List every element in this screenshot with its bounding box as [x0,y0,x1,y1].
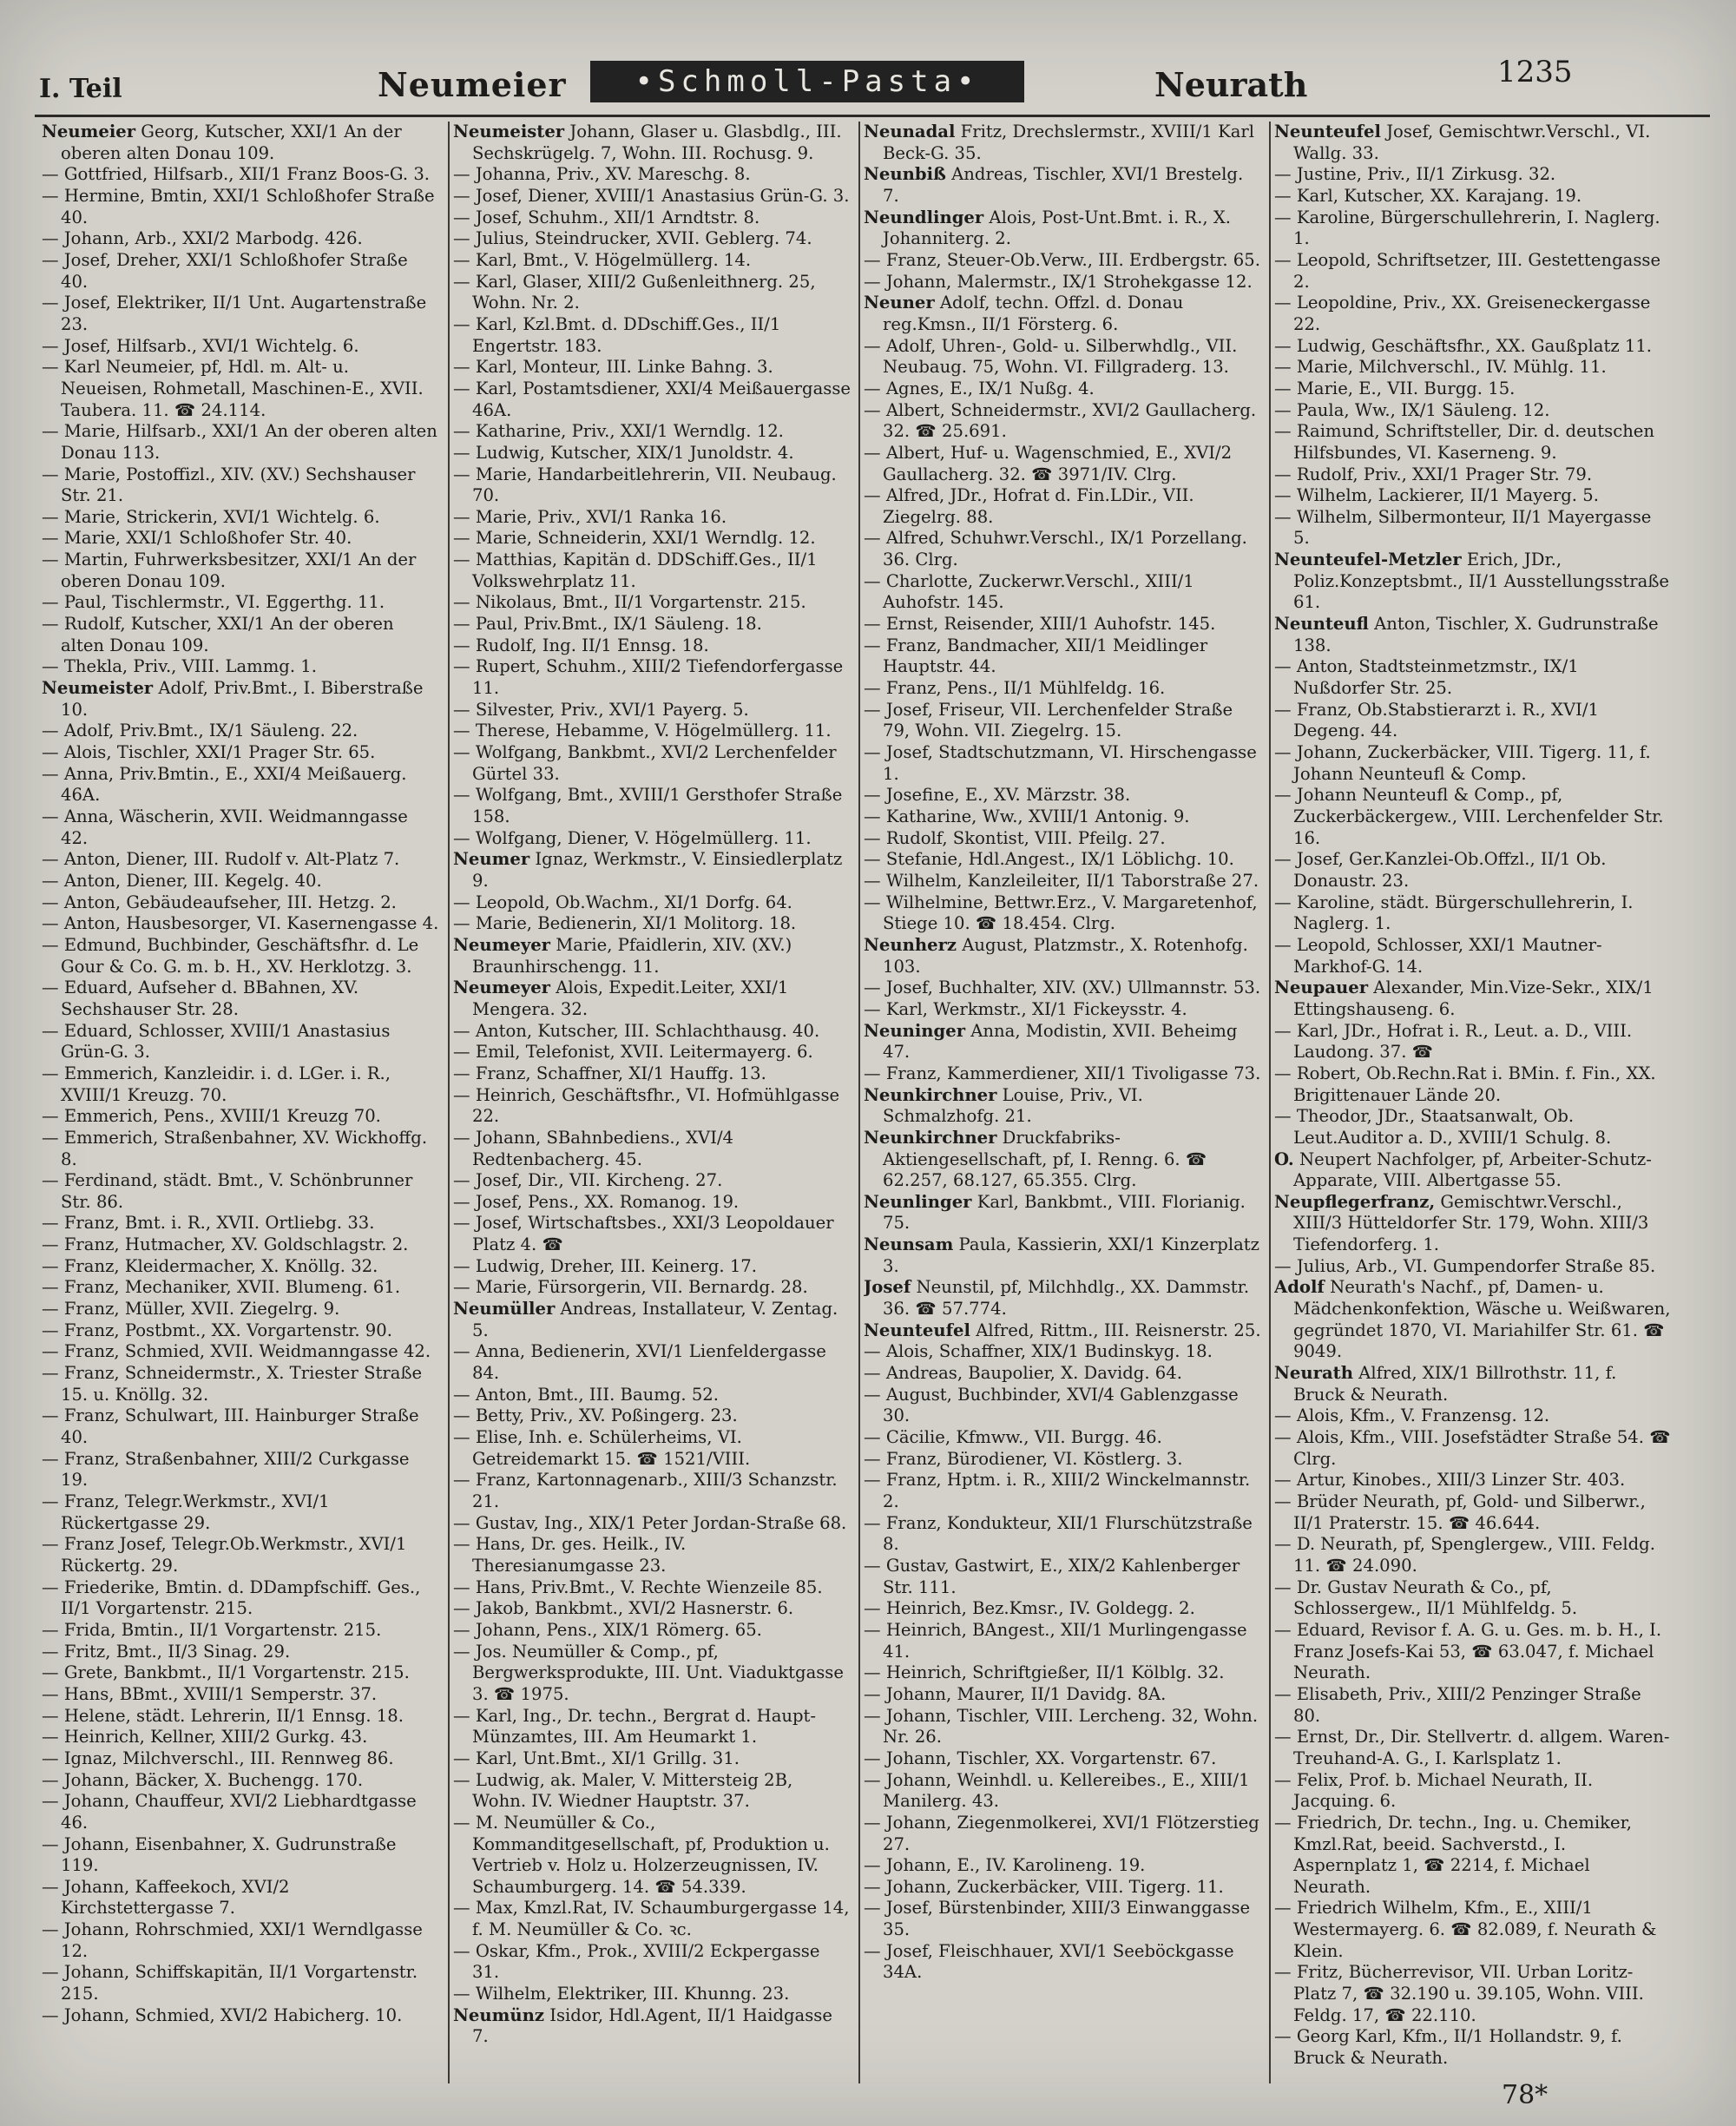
directory-entry: — Rudolf, Priv., XXI/1 Prager Str. 79. [1274,464,1593,484]
directory-entry: — Franz, Kondukteur, XII/1 Flurschützstraße 8. [864,1512,1253,1555]
directory-entry: — Johann, Ziegenmolkerei, XVI/1 Flötzerstieg 27. [864,1812,1259,1854]
header-right-catchword: Neurath [1154,65,1308,104]
directory-entry: — Alois, Kfm., VIII. Josefstädter Straße 54. ☎ Clrg. [1274,1427,1671,1469]
directory-entry: — Charlotte, Zuckerwr.Verschl., XIII/1 Auhofstr. 145. [864,570,1194,613]
directory-entry: — Therese, Hebamme, V. Högelmüllerg. 11. [453,721,832,741]
directory-entry: — Karl, Kutscher, XX. Karajang. 19. [1274,185,1582,206]
directory-entry: — Josef, Stadtschutzmann, VI. Hirschengasse 1. [864,742,1257,784]
directory-entry: — Karoline, Bürgerschullehrerin, I. Naglerg. 1. [1274,207,1660,249]
directory-entry: — Franz, Schmied, XVII. Weidmanngasse 42. [42,1341,431,1362]
directory-entry: Josef Neunstil, pf, Milchhdlg., XX. Dammstr. 36. ☎ 57.774. [864,1277,1250,1320]
directory-entry: — Hermine, Bmtin, XXI/1 Schloßhofer Straße 40. [42,185,435,227]
directory-entry: — Karl, Kzl.Bmt. d. DDschiff.Ges., II/1 Engertstr. 183. [453,313,781,356]
directory-entry: — Marie, XXI/1 Schloßhofer Str. 40. [42,528,352,549]
directory-entry: — Franz, Straßenbahner, XIII/2 Curkgasse 19. [42,1448,410,1491]
directory-entry: Neunlinger Karl, Bankbmt., VIII. Florianig. 75. [864,1191,1246,1234]
directory-entry: — Josef, Bürstenbinder, XIII/3 Einwanggasse 35. [864,1898,1251,1940]
directory-entry: — Justine, Priv., II/1 Zirkusg. 32. [1274,164,1556,185]
directory-entry: — Franz, Schaffner, XI/1 Hauffg. 13. [453,1063,766,1083]
directory-entry: — Andreas, Baupolier, X. Davidg. 64. [864,1363,1182,1384]
directory-entry: — Emmerich, Kanzleidir. i. d. LGer. i. R., XVIII/1 Kreuzg. 70. [42,1063,391,1105]
directory-entry: — Adolf, Priv.Bmt., IX/1 Säuleng. 22. [42,721,358,741]
directory-entry: — Raimund, Schriftsteller, Dir. d. deutschen Hilfsbundes, VI. Kaserneng. 9. [1274,421,1655,463]
header-rule [35,115,1710,117]
directory-entry: — Eduard, Schlosser, XVIII/1 Anastasius Grün-G. 3. [42,1020,391,1063]
directory-entry: Neumüller Andreas, Installateur, V. Zentag. 5. [453,1299,838,1340]
directory-entry: — Josef, Pens., XX. Romanog. 19. [453,1191,740,1212]
directory-entry: — Johann, Tischler, VIII. Lercheng. 32, Wohn. Nr. 26. [864,1705,1259,1748]
directory-entry: — Anton, Gebäudeaufseher, III. Hetzg. 2. [42,892,397,912]
column-2 [453,122,851,2088]
directory-entry: — Matthias, Kapitän d. DDSchiff.Ges., II/1 Volkswehrplatz 11. [453,550,818,591]
directory-entry: — Robert, Ob.Rechn.Rat i. BMin. f. Fin., XX. Brigittenauer Lände 20. [1274,1063,1656,1105]
directory-entry: — Anna, Priv.Bmtin., E., XXI/4 Meißauerg. 46A. [42,763,407,806]
directory-entry: — Franz, Hptm. i. R., XIII/2 Winckelmannstr. 2. [864,1470,1251,1511]
directory-entry: — Marie, Priv., XVI/1 Ranka 16. [453,506,727,527]
directory-entry: — Cäcilie, Kfmww., VII. Burgg. 46. [864,1427,1162,1448]
directory-entry: — Grete, Bankbmt., II/1 Vorgartenstr. 215. [42,1662,410,1683]
directory-entry: — Artur, Kinobes., XIII/3 Linzer Str. 403. [1274,1470,1626,1491]
directory-entry: — Wolfgang, Diener, V. Högelmüllerg. 11. [453,827,812,848]
directory-entry: — Josefine, E., XV. Märzstr. 38. [864,785,1131,806]
signature-mark: 78* [1502,2080,1549,2110]
directory-entry: — Martin, Fuhrwerksbesitzer, XXI/1 An der oberen Donau 109. [42,550,417,591]
column-3 [864,122,1261,2088]
directory-entry: — Wilhelm, Kanzleileiter, II/1 Taborstraße 27. [864,870,1259,891]
directory-entry: — Josef, Schuhm., XII/1 Arndtstr. 8. [453,207,760,227]
directory-entry: — Alfred, JDr., Hofrat d. Fin.LDir., VII. Ziegelrg. 88. [864,485,1194,527]
directory-entry: — Franz, Hutmacher, XV. Goldschlagstr. 2. [42,1234,409,1255]
directory-entry: — Eduard, Aufseher d. BBahnen, XV. Sechshauser Str. 28. [42,977,359,1019]
directory-entry: — Franz, Steuer-Ob.Verw., III. Erdbergstr. 65. [864,249,1260,270]
directory-entry: — Julius, Steindrucker, XVII. Geblerg. 74. [453,228,812,249]
directory-entry: — Stefanie, Hdl.Angest., IX/1 Löblichg. 10. [864,849,1234,870]
directory-entry: Neupauer Alexander, Min.Vize-Sekr., XIX/1 Ettingshauseng. 6. [1274,977,1654,1019]
listing-columns [35,122,1714,2088]
directory-entry: — Katharine, Priv., XXI/1 Werndlg. 12. [453,421,784,442]
directory-entry: — Theodor, JDr., Staatsanwalt, Ob. Leut.Auditor a. D., XVIII/1 Schulg. 8. [1274,1106,1612,1148]
directory-entry: — Anton, Diener, III. Kegelg. 40. [42,870,322,891]
directory-entry: — Ernst, Reisender, XIII/1 Auhofstr. 145. [864,614,1216,635]
directory-entry: — M. Neumüller & Co., Kommanditgesellschaft, pf, Produktion u. Vertrieb v. Holz u. Holzerzeugnissen, IV. Schaumburgerg. 14. ☎ 54.339. [453,1812,830,1897]
directory-entry: — Leopold, Ob.Wachm., XI/1 Dorfg. 64. [453,892,792,912]
directory-entry: — Karl, Werkmstr., XI/1 Fickeysstr. 4. [864,998,1187,1019]
directory-entry: Neumeister Adolf, Priv.Bmt., I. Biberstraße 10. [42,678,424,720]
directory-entry: — Thekla, Priv., VIII. Lammg. 1. [42,656,318,677]
directory-entry: — Emil, Telefonist, XVII. Leitermayerg. 6. [453,1042,813,1063]
directory-entry: — Wilhelmine, Bettwr.Erz., V. Margaretenhof, Stiege 10. ☎ 18.454. Clrg. [864,892,1258,934]
directory-entry: — Marie, Bedienerin, XI/1 Molitorg. 18. [453,913,797,934]
directory-entry: — Johann, Zuckerbäcker, VIII. Tigerg. 11, f. Johann Neunteufl & Comp. [1274,742,1651,784]
directory-entry: — Marie, Milchverschl., IV. Mühlg. 11. [1274,357,1607,378]
directory-entry: — Franz, Telegr.Werkmstr., XVI/1 Rückertgasse 29. [42,1491,330,1533]
directory-entry: — Helene, städt. Lehrerin, II/1 Ennsg. 18. [42,1705,404,1726]
directory-entry: — Katharine, Ww., XVIII/1 Antonig. 9. [864,806,1190,826]
directory-entry: — Brüder Neurath, pf, Gold- und Silberwr., II/1 Praterstr. 15. ☎ 46.644. [1274,1491,1646,1533]
directory-entry: — Leopold, Schriftsetzer, III. Gestettengasse 2. [1274,249,1661,292]
directory-entry: — Friederike, Bmtin. d. DDampfschiff. Ges., II/1 Vorgartenstr. 215. [42,1576,421,1619]
directory-entry: — Karl, Postamtsdiener, XXI/4 Meißauergasse 46A. [453,378,851,420]
directory-entry: — Anton, Diener, III. Rudolf v. Alt-Platz 7. [42,849,400,870]
directory-entry: — Ignaz, Milchverschl., III. Rennweg 86. [42,1748,394,1768]
directory-entry: — Franz, Ob.Stabstierarzt i. R., XVI/1 Degeng. 44. [1274,699,1599,741]
column-4 [1274,122,1672,2088]
directory-entry: Adolf Neurath's Nachf., pf, Damen- u. Mädchenkonfektion, Wäsche u. Weißwaren, gegründet 1870, VI. Mariahilfer Str. 61. ☎ 9049. [1274,1277,1671,1362]
directory-entry: — Franz Josef, Telegr.Ob.Werkmstr., XVI/1 Rückertg. 29. [42,1534,407,1576]
directory-entry: — Elise, Inh. e. Schülerheims, VI. Getreidemarkt 15. ☎ 1521/VIII. [453,1427,751,1469]
directory-entry: Neunsam Paula, Kassierin, XXI/1 Kinzerplatz 3. [864,1234,1259,1276]
directory-entry: — Georg Karl, Kfm., II/1 Hollandstr. 9, f. Bruck & Neurath. [1274,2026,1622,2069]
directory-entry: — Johann, Weinhdl. u. Kellereibes., E., XIII/1 Manilerg. 43. [864,1769,1250,1812]
directory-entry: Neunbiß Andreas, Tischler, XVI/1 Brestelg. 7. [864,164,1244,206]
directory-entry: — Wolfgang, Bmt., XVIII/1 Gersthofer Straße 158. [453,785,843,826]
directory-entry: — Josef, Buchhalter, XIV. (XV.) Ullmannstr. 53. [864,977,1261,998]
directory-entry: Neumünz Isidor, Hdl.Agent, II/1 Haidgasse 7. [453,2004,832,2047]
directory-entry: — Friedrich Wilhelm, Kfm., E., XIII/1 Westermayerg. 6. ☎ 82.089, f. Neurath & Klein. [1274,1898,1657,1961]
directory-entry: — Hans, Priv.Bmt., V. Rechte Wienzeile 85. [453,1576,823,1597]
part-label: I. Teil [39,74,122,104]
directory-entry: — Hans, Dr. ges. Heilk., IV. Theresianumgasse 23. [453,1534,687,1576]
directory-entry: — Heinrich, BAngest., XII/1 Murlingengasse 41. [864,1619,1247,1662]
directory-entry: — Marie, Hilfsarb., XXI/1 An der oberen alten Donau 113. [42,421,437,463]
directory-entry: — Franz, Kartonnagenarb., XIII/3 Schanzstr. 21. [453,1470,838,1511]
directory-entry: — Alois, Tischler, XXI/1 Prager Str. 65. [42,742,376,763]
directory-entry: — Franz, Pens., II/1 Mühlfeldg. 16. [864,678,1166,699]
directory-entry: Neuner Adolf, techn. Offzl. d. Donau reg.Kmsn., II/1 Försterg. 6. [864,293,1184,334]
directory-entry: — Rudolf, Kutscher, XXI/1 An der oberen alten Donau 109. [42,614,394,655]
directory-entry: — Anton, Bmt., III. Baumg. 52. [453,1384,719,1405]
directory-entry: Neurath Alfred, XIX/1 Billrothstr. 11, f. Bruck & Neurath. [1274,1363,1617,1405]
directory-entry: — Oskar, Kfm., Prok., XVIII/2 Eckpergasse 31. [453,1940,820,1983]
directory-entry: — Johann, Maurer, II/1 Davidg. 8A. [864,1683,1167,1704]
directory-entry: — Johanna, Priv., XV. Mareschg. 8. [453,164,751,185]
directory-entry: — Johann, Eisenbahner, X. Gudrunstraße 119. [42,1833,397,1876]
directory-entry: Neunkirchner Druckfabriks-Aktiengesellschaft, pf, I. Renng. 6. ☎ 62.257, 68.127, 65.355. Clrg. [864,1127,1207,1191]
directory-entry: — Anton, Stadtsteinmetzmstr., IX/1 Nußdorfer Str. 25. [1274,656,1579,699]
directory-entry: — Franz, Müller, XVII. Ziegelrg. 9. [42,1299,340,1320]
directory-entry: — Johann, Kaffeekoch, XVI/2 Kirchstettergasse 7. [42,1876,290,1919]
directory-entry: — Anna, Wäscherin, XVII. Weidmanngasse 42. [42,806,408,848]
directory-entry: — Josef, Ger.Kanzlei-Ob.Offzl., II/1 Ob. Donaustr. 23. [1274,849,1607,891]
directory-entry: — Ludwig, ak. Maler, V. Mittersteig 2B, Wohn. IV. Wiedner Hauptstr. 37. [453,1769,793,1812]
directory-entry: — Ludwig, Geschäftsfhr., XX. Gaußplatz 11. [1274,335,1653,356]
directory-entry: — Frida, Bmtin., II/1 Vorgartenstr. 215. [42,1619,382,1640]
directory-entry: — Felix, Prof. b. Michael Neurath, II. Jacquing. 6. [1274,1769,1594,1812]
directory-entry: Neumeyer Alois, Expedit.Leiter, XXI/1 Mengera. 32. [453,977,789,1019]
directory-entry: — Heinrich, Geschäftsfhr., VI. Hofmühlgasse 22. [453,1084,840,1127]
directory-entry: — Leopold, Schlosser, XXI/1 Mautner-Markhof-G. 14. [1274,934,1602,977]
directory-entry: — Gustav, Gastwirt, E., XIX/2 Kahlenberger Str. 111. [864,1555,1240,1597]
directory-entry: Neunteufel-Metzler Erich, JDr., Poliz.Konzeptsbmt., II/1 Ausstellungsstraße 61. [1274,550,1670,613]
directory-entry: — Ferdinand, städt. Bmt., V. Schönbrunner Str. 86. [42,1170,413,1212]
directory-entry: — Wilhelm, Elektriker, III. Khunng. 23. [453,1984,790,2004]
directory-entry: — August, Buchbinder, XVI/4 Gablenzgasse 30. [864,1384,1239,1426]
directory-entry: Neunadal Fritz, Drechslermstr., XVIII/1 Karl Beck-G. 35. [864,122,1255,163]
directory-entry: — Rudolf, Skontist, VIII. Pfeilg. 27. [864,827,1166,848]
directory-entry: — Dr. Gustav Neurath & Co., pf, Schlossergew., II/1 Mühlfeldg. 5. [1274,1576,1578,1619]
header-left-catchword: Neumeier [378,65,567,104]
directory-entry: — Johann, Bäcker, X. Buchengg. 170. [42,1769,364,1790]
directory-entry: — Josef, Diener, XVIII/1 Anastasius Grün-G. 3. [453,185,850,206]
directory-entry: — Karoline, städt. Bürgerschullehrerin, I. Naglerg. 1. [1274,892,1634,934]
directory-entry: — Paul, Priv.Bmt., IX/1 Säuleng. 18. [453,614,762,635]
page-number: 1235 [1497,55,1573,89]
directory-entry: — Jakob, Bankbmt., XVI/2 Hasnerstr. 6. [453,1598,794,1619]
directory-entry: — Hans, BBmt., XVIII/1 Semperstr. 37. [42,1683,378,1704]
directory-entry: — Franz, Mechaniker, XVII. Blumeng. 61. [42,1277,401,1298]
directory-entry: — Johann, SBahnbediens., XVI/4 Redtenbacherg. 45. [453,1127,734,1169]
directory-entry: — Anna, Bedienerin, XVI/1 Lienfeldergasse 84. [453,1341,826,1384]
directory-entry: — Josef, Wirtschaftsbes., XXI/3 Leopoldauer Platz 4. ☎ [453,1213,834,1255]
advertisement-banner: •Schmoll-Pasta• [590,61,1024,102]
directory-entry: — Karl, JDr., Hofrat i. R., Leut. a. D., VIII. Laudong. 37. ☎ [1274,1020,1633,1063]
directory-entry: — Emmerich, Pens., XVIII/1 Kreuzg 70. [42,1106,381,1127]
directory-entry: — Johann, Malermstr., IX/1 Strohekgasse 12. [864,271,1253,292]
directory-entry: — Ludwig, Dreher, III. Keinerg. 17. [453,1255,757,1276]
directory-entry: — Paula, Ww., IX/1 Säuleng. 12. [1274,399,1550,420]
directory-entry: — Heinrich, Bez.Kmsr., IV. Goldegg. 2. [864,1598,1195,1619]
directory-entry: — Josef, Dreher, XXI/1 Schloßhofer Straße 40. [42,249,408,292]
directory-entry: — Franz, Bmt. i. R., XVII. Ortliebg. 33. [42,1213,375,1234]
directory-entry: — Karl, Monteur, III. Linke Bahng. 3. [453,357,773,378]
directory-entry: — Josef, Dir., VII. Kircheng. 27. [453,1170,723,1191]
directory-entry: — Emmerich, Straßenbahner, XV. Wickhoffg. 8. [42,1127,428,1169]
directory-entry: — Johann, Chauffeur, XVI/2 Liebhardtgasse 46. [42,1791,417,1833]
directory-entry: — Marie, E., VII. Burgg. 15. [1274,378,1516,398]
directory-entry: Neunteufel Alfred, Rittm., III. Reisnerstr. 25. [864,1320,1261,1340]
directory-entry: — Anton, Kutscher, III. Schlachthausg. 40. [453,1020,820,1041]
directory-entry: — D. Neurath, pf, Spenglergew., VIII. Feldg. 11. ☎ 24.090. [1274,1534,1655,1576]
directory-entry: Neumeister Johann, Glaser u. Glasbdlg., III. Sechskrügelg. 7, Wohn. III. Rochusg. 9. [453,122,842,163]
directory-entry: — Albert, Schneidermstr., XVI/2 Gaullacherg. 32. ☎ 25.691. [864,399,1257,442]
directory-entry: — Leopoldine, Priv., XX. Greiseneckergasse 22. [1274,293,1651,334]
directory-entry: Neunteufl Anton, Tischler, X. Gudrunstraße 138. [1274,614,1659,655]
directory-entry: Neumer Ignaz, Werkmstr., V. Einsiedlerplatz 9. [453,849,843,891]
directory-entry: — Alois, Schaffner, XIX/1 Budinskyg. 18. [864,1341,1213,1362]
directory-entry: — Jos. Neumüller & Comp., pf, Bergwerksprodukte, III. Unt. Viaduktgasse 3. ☎ 1975. [453,1641,844,1704]
directory-entry: — Karl, Bmt., V. Högelmüllerg. 14. [453,249,752,270]
directory-entry: — Max, Kmzl.Rat, IV. Schaumburgergasse 14, f. M. Neumüller & Co. ꝛc. [453,1898,850,1940]
directory-entry: — Paul, Tischlermstr., VI. Eggerthg. 11. [42,592,385,613]
directory-entry: — Wilhelm, Lackierer, II/1 Mayerg. 5. [1274,485,1599,506]
directory-entry: — Marie, Schneiderin, XXI/1 Werndlg. 12. [453,528,816,549]
directory-entry: — Heinrich, Kellner, XIII/2 Gurkg. 43. [42,1727,368,1748]
directory-entry: — Johann, Rohrschmied, XXI/1 Werndlgasse 12. [42,1919,423,1961]
page-header [35,48,1710,109]
directory-entry: — Franz, Bürodiener, VI. Köstlerg. 3. [864,1448,1183,1469]
directory-entry: — Johann, Schiffskapitän, II/1 Vorgartenstr. 215. [42,1962,418,2004]
directory-entry: — Heinrich, Schriftgießer, II/1 Kölblg. 32. [864,1662,1225,1683]
directory-entry: — Karl, Ing., Dr. techn., Bergrat d. Haupt-Münzamtes, III. Am Heumarkt 1. [453,1705,817,1748]
directory-entry: — Ludwig, Kutscher, XIX/1 Junoldstr. 4. [453,442,794,463]
directory-entry: — Agnes, E., IX/1 Nußg. 4. [864,378,1095,398]
directory-entry: — Eduard, Revisor f. A. G. u. Ges. m. b. H., I. Franz Josefs-Kai 53, ☎ 63.047, f. Michael Neurath. [1274,1619,1662,1683]
directory-entry: — Elisabeth, Priv., XIII/2 Penzinger Straße 80. [1274,1683,1641,1726]
directory-entry: Neuninger Anna, Modistin, XVII. Beheimg 47. [864,1020,1238,1063]
directory-entry: — Johann, Zuckerbäcker, VIII. Tigerg. 11. [864,1876,1224,1897]
directory-entry: — Marie, Handarbeitlehrerin, VII. Neubaug. 70. [453,464,837,506]
directory-entry: — Johann, Tischler, XX. Vorgartenstr. 67. [864,1748,1217,1768]
directory-entry: Neupflegerfranz, Gemischtwr.Verschl., XIII/3 Hütteldorfer Str. 179, Wohn. XIII/3 Tiefendorferg. 1. [1274,1191,1649,1255]
directory-entry: — Albert, Huf- u. Wagenschmied, E., XVI/2 Gaullacherg. 32. ☎ 3971/IV. Clrg. [864,442,1233,484]
directory-entry: — Johann, Schmied, XVI/2 Habicherg. 10. [42,2004,403,2025]
directory-entry: — Josef, Fleischhauer, XVI/1 Seeböckgasse 34A. [864,1940,1234,1983]
directory-entry: — Johann Neunteufl & Comp., pf, Zuckerbäckergew., VIII. Lerchenfelder Str. 16. [1274,785,1664,848]
directory-entry: — Julius, Arb., VI. Gumpendorfer Straße 85. [1274,1255,1656,1276]
directory-entry: — Johann, Pens., XIX/1 Römerg. 65. [453,1619,762,1640]
directory-entry: — Johann, E., IV. Karolineng. 19. [864,1855,1146,1876]
directory-entry: — Gustav, Ing., XIX/1 Peter Jordan-Straße 68. [453,1512,847,1533]
directory-entry: Neumeyer Marie, Pfaidlerin, XIV. (XV.) Braunhirschengg. 11. [453,934,792,977]
directory-entry: — Marie, Strickerin, XVI/1 Wichtelg. 6. [42,506,380,527]
directory-entry: — Rudolf, Ing. II/1 Ennsg. 18. [453,635,709,655]
directory-entry: Neumeier Georg, Kutscher, XXI/1 An der oberen alten Donau 109. [42,122,402,163]
directory-entry: O. Neupert Nachfolger, pf, Arbeiter-Schutz-Apparate, VIII. Albertgasse 55. [1274,1149,1652,1191]
directory-entry: — Karl, Unt.Bmt., XI/1 Grillg. 31. [453,1748,740,1768]
directory-entry: — Fritz, Bücherrevisor, VII. Urban Loritz-Platz 7, ☎ 32.190 u. 39.105, Wohn. VIII. Feldg. 17, ☎ 22.110. [1274,1962,1644,2025]
directory-entry: — Franz, Bandmacher, XII/1 Meidlinger Hauptstr. 44. [864,635,1208,677]
directory-entry: — Marie, Fürsorgerin, VII. Bernardg. 28. [453,1277,808,1298]
directory-entry: — Gottfried, Hilfsarb., XII/1 Franz Boos-G. 3. [42,164,431,185]
directory-entry: — Anton, Hausbesorger, VI. Kasernengasse 4. [42,913,439,934]
directory-entry: — Adolf, Uhren-, Gold- u. Silberwhdlg., VII. Neubaug. 75, Wohn. VI. Fillgraderg. 13. [864,335,1238,378]
directory-entry: — Fritz, Bmt., II/3 Sinag. 29. [42,1641,291,1662]
directory-entry: — Wilhelm, Silbermonteur, II/1 Mayergasse 5. [1274,506,1652,549]
directory-entry: — Ernst, Dr., Dir. Stellvertr. d. allgem. Waren-Treuhand-A. G., I. Karlsplatz 1. [1274,1727,1670,1768]
directory-entry: — Rupert, Schuhm., XIII/2 Tiefendorfergasse 11. [453,656,844,699]
directory-entry: — Karl Neumeier, pf, Hdl. m. Alt- u. Neueisen, Rohmetall, Maschinen-E., XVII. Taubera. 11. ☎ 24.114. [42,357,424,420]
directory-entry: — Franz, Kammerdiener, XII/1 Tivoligasse 73. [864,1063,1261,1083]
directory-entry: — Josef, Elektriker, II/1 Unt. Augartenstraße 23. [42,293,427,334]
directory-entry: — Marie, Postoffizl., XIV. (XV.) Sechshauser Str. 21. [42,464,416,506]
directory-entry: — Franz, Schulwart, III. Hainburger Straße 40. [42,1405,419,1448]
directory-entry: — Alois, Kfm., V. Franzensg. 12. [1274,1405,1550,1426]
directory-entry: — Josef, Friseur, VII. Lerchenfelder Straße 79, Wohn. VII. Ziegelrg. 15. [864,699,1233,741]
directory-entry: — Betty, Priv., XV. Poßingerg. 23. [453,1405,738,1426]
directory-entry: — Friedrich, Dr. techn., Ing. u. Chemiker, Kmzl.Rat, beeid. Sachverstd., I. Aspernplatz 1, ☎ 2214, f. Michael Neurath. [1274,1812,1633,1897]
directory-entry: Neunkirchner Louise, Priv., VI. Schmalzhofg. 21. [864,1084,1143,1127]
directory-entry: — Franz, Kleidermacher, X. Knöllg. 32. [42,1255,378,1276]
directory-entry: — Alfred, Schuhwr.Verschl., IX/1 Porzellang. 36. Clrg. [864,528,1247,570]
directory-entry: Neunteufel Josef, Gemischtwr.Verschl., VI. Wallg. 33. [1274,122,1651,163]
directory-entry: — Josef, Hilfsarb., XVI/1 Wichtelg. 6. [42,335,359,356]
directory-entry: — Silvester, Priv., XVI/1 Payerg. 5. [453,699,749,720]
directory-entry: — Franz, Postbmt., XX. Vorgartenstr. 90. [42,1320,392,1340]
directory-entry: — Karl, Glaser, XIII/2 Gußenleithnerg. 25, Wohn. Nr. 2. [453,271,816,313]
directory-entry: — Wolfgang, Bankbmt., XVI/2 Lerchenfelder Gürtel 33. [453,742,837,784]
column-1 [42,122,439,2088]
directory-entry: — Nikolaus, Bmt., II/1 Vorgartenstr. 215. [453,592,806,613]
directory-entry: Neunherz August, Platzmstr., X. Rotenhofg. 103. [864,934,1248,977]
directory-entry: Neundlinger Alois, Post-Unt.Bmt. i. R., X. Johanniterg. 2. [864,207,1232,249]
directory-entry: — Edmund, Buchbinder, Geschäftsfhr. d. Le Gour & Co. G. m. b. H., XV. Herklotzg. 3. [42,934,419,977]
directory-entry: — Franz, Schneidermstr., X. Triester Straße 15. u. Knöllg. 32. [42,1363,423,1405]
directory-entry: — Johann, Arb., XXI/2 Marbodg. 426. [42,228,363,249]
